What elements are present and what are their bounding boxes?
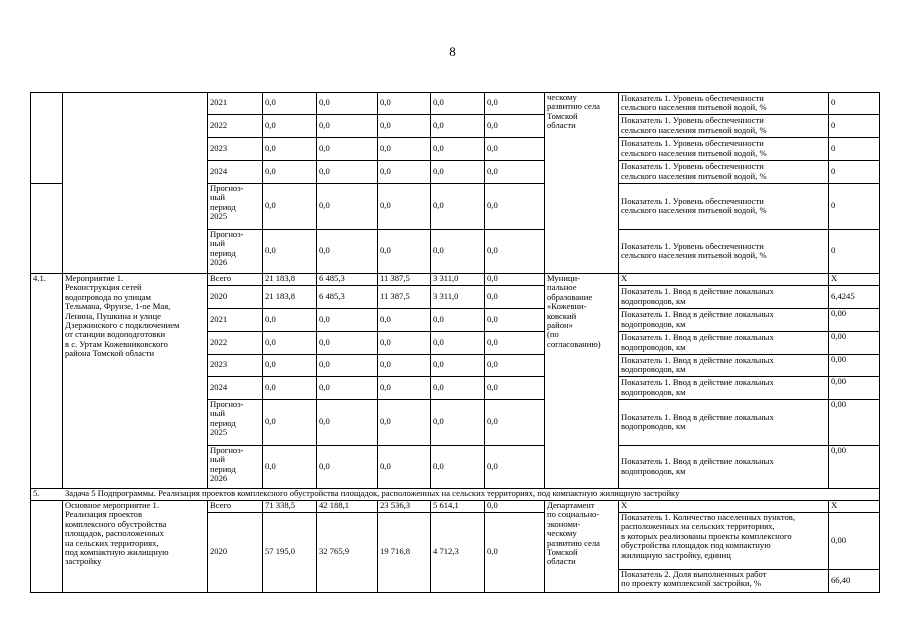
amount-cell-text: 0,0 [433, 416, 444, 427]
indicator-cell [618, 308, 828, 331]
amount-cell-text: 6 485,3 [319, 290, 345, 301]
amount-cell [262, 114, 316, 137]
indicator-value-cell [828, 331, 879, 354]
amount-cell [377, 183, 430, 229]
indicator-value-cell [828, 354, 879, 376]
amount-cell [430, 92, 484, 114]
amount-cell [430, 183, 484, 229]
amount-cell-text: 0,0 [487, 416, 498, 427]
amount-cell-text: 0,0 [265, 165, 276, 176]
indicator-value-cell [828, 273, 879, 285]
executor-cell-text: ческому развитию села Томской области [547, 92, 600, 131]
amount-cell [377, 308, 430, 331]
indicator-cell [618, 273, 828, 285]
amount-cell-text: 0,0 [319, 119, 330, 130]
amount-cell [316, 308, 377, 331]
amount-cell [377, 92, 430, 114]
indicator-value-cell-text: 6,4245 [831, 290, 855, 301]
executor-cell-text: Департамент по социально- экономи- ческому развитию села Томской области [547, 500, 600, 567]
year-cell-text: Прогноз- ный период 2026 [210, 229, 244, 268]
amount-cell [430, 114, 484, 137]
amount-cell [377, 331, 430, 354]
amount-cell-text: 0,0 [319, 165, 330, 176]
amount-cell-text: 0,0 [319, 381, 330, 392]
amount-cell [377, 273, 430, 285]
indicator-value-cell [828, 500, 879, 512]
amount-cell-text: 0,0 [380, 245, 391, 256]
amount-cell [377, 399, 430, 445]
year-cell [207, 160, 262, 183]
amount-cell [430, 399, 484, 445]
indicator-cell [618, 229, 828, 273]
amount-cell [262, 160, 316, 183]
year-cell-text: 2023 [210, 142, 228, 153]
indicator-value-cell-text: 0 [831, 200, 836, 211]
indicator-cell-text: Показатель 1. Ввод в действие локальных водопроводов, км [621, 309, 774, 329]
row-number-text: 4.1. [33, 273, 46, 283]
indicator-cell-text: Показатель 1. Количество населенных пунктов, расположенных на сельских территориях, в которых реализованы проекты комплексного обустройства площадок под компактную жилищную застройку, единиц [621, 512, 795, 560]
amount-cell [377, 354, 430, 376]
year-cell-text: 2022 [210, 336, 228, 347]
amount-cell-text: 0,0 [319, 460, 330, 471]
year-cell [207, 500, 262, 512]
amount-cell [316, 285, 377, 308]
indicator-cell-text: Показатель 1. Уровень обеспеченности сельского населения питьевой водой, % [621, 240, 767, 260]
indicator-cell [618, 160, 828, 183]
amount-cell [262, 376, 316, 399]
amount-cell [484, 512, 544, 592]
amount-cell-text: 11 387,5 [380, 290, 410, 301]
indicator-value-cell [828, 308, 879, 331]
amount-cell [262, 92, 316, 114]
amount-cell-text: 0,0 [487, 273, 498, 284]
indicator-value-cell [828, 137, 879, 160]
amount-cell-text: 4 712,3 [433, 546, 459, 557]
amount-cell-text: 0,0 [265, 359, 276, 370]
amount-cell [484, 183, 544, 229]
year-cell-text: 2024 [210, 381, 228, 392]
amount-cell [430, 376, 484, 399]
amount-cell [262, 308, 316, 331]
year-cell-text: 2021 [210, 97, 228, 108]
amount-cell-text: 0,0 [487, 290, 498, 301]
amount-cell-text: 23 536,3 [380, 500, 411, 511]
indicator-value-cell-text: 0,00 [831, 331, 847, 341]
year-cell-text: 2021 [210, 313, 228, 324]
amount-cell [430, 331, 484, 354]
indicator-cell-text: Х [621, 500, 628, 510]
year-cell [207, 114, 262, 137]
amount-cell-text: 0,0 [265, 416, 276, 427]
task-title [62, 488, 879, 500]
amount-cell [484, 229, 544, 273]
amount-cell-text: 0,0 [433, 359, 444, 370]
amount-cell [484, 308, 544, 331]
indicator-cell-text: Показатель 1. Уровень обеспеченности сельского населения питьевой водой, % [621, 161, 767, 181]
year-cell-text: Прогноз- ный период 2025 [210, 183, 244, 222]
amount-cell [484, 500, 544, 512]
indicator-value-cell-text: 0,00 [831, 376, 847, 386]
indicator-value-cell-text: 0,00 [831, 534, 847, 545]
indicator-cell-text: Показатель 1. Ввод в действие локальных водопроводов, км [621, 411, 774, 431]
amount-cell-text: 6 485,3 [319, 273, 345, 284]
amount-cell-text: 0,0 [380, 381, 391, 392]
indicator-value-cell [828, 445, 879, 488]
indicator-cell-text: Показатель 2. Доля выполненных работ по проекту комплексной застройки, % [621, 569, 767, 589]
task-title-text: Задача 5 Подпрограммы. Реализация проектов комплексного обустройства площадок, расположенных на сельских территориях, под компактную жилищную застройку [65, 488, 680, 498]
amount-cell [377, 500, 430, 512]
year-cell [207, 183, 262, 229]
amount-cell [377, 285, 430, 308]
amount-cell [262, 500, 316, 512]
indicator-cell-text: Показатель 1. Ввод в действие локальных водопроводов, км [621, 286, 774, 306]
amount-cell [377, 114, 430, 137]
amount-cell-text: 0,0 [319, 142, 330, 153]
amount-cell-text: 0,0 [487, 500, 498, 511]
amount-cell-text: 0,0 [265, 313, 276, 324]
amount-cell [316, 331, 377, 354]
amount-cell [377, 376, 430, 399]
executor-cell-text: Муници- пальное образование «Кожевни- ковский район» (по согласованию) [547, 273, 601, 349]
amount-cell-text: 0,0 [487, 245, 498, 256]
amount-cell [316, 114, 377, 137]
indicator-cell-text: Показатель 1. Уровень обеспеченности сельского населения питьевой водой, % [621, 138, 767, 158]
indicator-value-cell [828, 376, 879, 399]
amount-cell-text: 0,0 [433, 97, 444, 108]
amount-cell-text: 71 338,5 [265, 500, 296, 511]
amount-cell-text: 0,0 [487, 381, 498, 392]
amount-cell-text: 57 195,0 [265, 546, 296, 557]
indicator-value-cell [828, 399, 879, 445]
amount-cell-text: 0,0 [433, 200, 444, 211]
indicator-value-cell-text: 0 [831, 245, 836, 256]
year-cell [207, 308, 262, 331]
amount-cell-text: 0,0 [380, 313, 391, 324]
year-cell-text: 2020 [210, 290, 228, 301]
amount-cell [316, 273, 377, 285]
amount-cell [262, 183, 316, 229]
year-cell-text: 2020 [210, 546, 228, 557]
amount-cell [262, 285, 316, 308]
amount-cell [316, 376, 377, 399]
amount-cell-text: 3 311,0 [433, 290, 459, 301]
amount-cell [484, 354, 544, 376]
indicator-cell-text: Показатель 1. Уровень обеспеченности сельского населения питьевой водой, % [621, 92, 767, 112]
amount-cell [262, 331, 316, 354]
amount-cell-text: 0,0 [433, 381, 444, 392]
amount-cell [430, 512, 484, 592]
amount-cell [262, 445, 316, 488]
amount-cell [262, 354, 316, 376]
amount-cell-text: 0,0 [487, 142, 498, 153]
indicator-cell-text: Показатель 1. Ввод в действие локальных водопроводов, км [621, 456, 774, 476]
amount-cell [316, 354, 377, 376]
amount-cell-text: 0,0 [265, 336, 276, 347]
indicator-value-cell-text: 0,00 [831, 445, 847, 455]
amount-cell [430, 229, 484, 273]
amount-cell [377, 445, 430, 488]
amount-cell [377, 512, 430, 592]
amount-cell-text: 0,0 [319, 313, 330, 324]
amount-cell [484, 137, 544, 160]
amount-cell-text: 21 183,8 [265, 273, 296, 284]
indicator-cell [618, 512, 828, 569]
year-cell [207, 92, 262, 114]
amount-cell [316, 137, 377, 160]
amount-cell-text: 0,0 [380, 119, 391, 130]
amount-cell [484, 376, 544, 399]
amount-cell [484, 331, 544, 354]
amount-cell-text: 0,0 [433, 245, 444, 256]
amount-cell [430, 500, 484, 512]
indicator-value-cell-text: 0 [831, 119, 836, 130]
year-cell-text: 2024 [210, 165, 228, 176]
amount-cell-text: 0,0 [380, 97, 391, 108]
amount-cell [430, 285, 484, 308]
year-cell-text: Всего [210, 500, 232, 511]
year-cell [207, 285, 262, 308]
amount-cell-text: 0,0 [319, 336, 330, 347]
amount-cell-text: 0,0 [265, 142, 276, 153]
amount-cell-text: 0,0 [433, 313, 444, 324]
indicator-cell-text: Показатель 1. Ввод в действие локальных водопроводов, км [621, 354, 774, 374]
indicator-value-cell-text: 0,00 [831, 308, 847, 318]
year-cell-text: Всего [210, 273, 232, 284]
indicator-cell [618, 354, 828, 376]
amount-cell-text: 0,0 [433, 119, 444, 130]
indicator-cell [618, 137, 828, 160]
indicator-cell [618, 445, 828, 488]
amount-cell [484, 445, 544, 488]
amount-cell-text: 3 311,0 [433, 273, 459, 284]
amount-cell-text: 11 387,5 [380, 273, 410, 284]
indicator-value-cell [828, 114, 879, 137]
amount-cell-text: 0,0 [319, 416, 330, 427]
indicator-cell [618, 399, 828, 445]
indicator-value-cell [828, 92, 879, 114]
amount-cell-text: 0,0 [487, 460, 498, 471]
indicator-value-cell [828, 285, 879, 308]
amount-cell-text: 42 188,1 [319, 500, 350, 511]
year-cell [207, 512, 262, 592]
amount-cell [316, 92, 377, 114]
indicator-cell [618, 500, 828, 512]
indicator-cell [618, 285, 828, 308]
indicator-cell-text: Х [621, 273, 628, 284]
indicator-value-cell-text: 0 [831, 97, 836, 108]
indicator-value-cell-text: 0,00 [831, 399, 847, 409]
amount-cell [316, 399, 377, 445]
amount-cell [262, 512, 316, 592]
amount-cell [484, 273, 544, 285]
amount-cell-text: 0,0 [380, 142, 391, 153]
page-number: 8 [449, 44, 456, 59]
indicator-cell [618, 114, 828, 137]
row-number [30, 488, 62, 500]
amount-cell [316, 500, 377, 512]
amount-cell-text: 0,0 [265, 119, 276, 130]
amount-cell-text: 0,0 [487, 97, 498, 108]
amount-cell [430, 354, 484, 376]
amount-cell-text: 0,0 [319, 200, 330, 211]
indicator-value-cell-text: Х [831, 500, 838, 511]
amount-cell-text: 0,0 [265, 97, 276, 108]
amount-cell-text: 0,0 [265, 381, 276, 392]
amount-cell-text: 0,0 [487, 200, 498, 211]
indicator-cell [618, 376, 828, 399]
amount-cell-text: 0,0 [319, 97, 330, 108]
year-cell-text: Прогноз- ный период 2025 [210, 399, 244, 438]
amount-cell [377, 137, 430, 160]
amount-cell-text: 0,0 [265, 460, 276, 471]
amount-cell [430, 160, 484, 183]
amount-cell-text: 0,0 [380, 165, 391, 176]
amount-cell-text: 0,0 [380, 460, 391, 471]
amount-cell-text: 0,0 [433, 165, 444, 176]
year-cell [207, 229, 262, 273]
indicator-cell [618, 92, 828, 114]
indicator-cell-text: Показатель 1. Ввод в действие локальных водопроводов, км [621, 377, 774, 397]
amount-cell-text: 0,0 [487, 119, 498, 130]
amount-cell [430, 137, 484, 160]
amount-cell-text: 21 183,8 [265, 290, 296, 301]
measure-description [62, 500, 207, 592]
amount-cell-text: 19 716,8 [380, 546, 411, 557]
indicator-value-cell [828, 160, 879, 183]
indicator-cell [618, 183, 828, 229]
amount-cell-text: 5 614,1 [433, 500, 459, 511]
indicator-value-cell-text: Х [831, 273, 838, 284]
indicator-cell [618, 331, 828, 354]
amount-cell-text: 0,0 [380, 416, 391, 427]
indicator-value-cell [828, 229, 879, 273]
amount-cell [262, 399, 316, 445]
amount-cell [316, 445, 377, 488]
indicator-cell-text: Показатель 1. Уровень обеспеченности сельского населения питьевой водой, % [621, 195, 767, 215]
amount-cell [316, 512, 377, 592]
indicator-value-cell [828, 512, 879, 569]
amount-cell [484, 160, 544, 183]
amount-cell [262, 137, 316, 160]
amount-cell [484, 399, 544, 445]
executor-cell [544, 273, 618, 488]
amount-cell [484, 92, 544, 114]
amount-cell [316, 183, 377, 229]
amount-cell [430, 308, 484, 331]
year-cell [207, 273, 262, 285]
amount-cell-text: 0,0 [380, 200, 391, 211]
amount-cell-text: 0,0 [265, 200, 276, 211]
year-cell-text: 2023 [210, 359, 228, 370]
amount-cell [484, 114, 544, 137]
year-cell [207, 445, 262, 488]
amount-cell-text: 0,0 [487, 313, 498, 324]
indicator-value-cell [828, 183, 879, 229]
amount-cell-text: 0,0 [319, 359, 330, 370]
amount-cell-text: 0,0 [433, 142, 444, 153]
amount-cell [262, 273, 316, 285]
year-cell-text: Прогноз- ный период 2026 [210, 445, 244, 484]
row-number [30, 273, 62, 488]
amount-cell-text: 0,0 [380, 359, 391, 370]
row-number-text: 5. [33, 488, 40, 498]
amount-cell-text: 0,0 [265, 245, 276, 256]
year-cell [207, 399, 262, 445]
amount-cell [377, 229, 430, 273]
year-cell [207, 376, 262, 399]
amount-cell [430, 273, 484, 285]
amount-cell [316, 229, 377, 273]
indicator-value-cell-text: 0 [831, 165, 836, 176]
amount-cell-text: 0,0 [433, 336, 444, 347]
indicator-value-cell-text: 0,00 [831, 354, 847, 364]
year-cell [207, 331, 262, 354]
indicator-cell-text: Показатель 1. Ввод в действие локальных водопроводов, км [621, 332, 774, 352]
year-cell [207, 354, 262, 376]
amount-cell-text: 0,0 [487, 546, 498, 557]
measure-description [62, 273, 207, 488]
amount-cell [262, 229, 316, 273]
amount-cell [377, 160, 430, 183]
amount-cell-text: 0,0 [487, 359, 498, 370]
measure-description-text: Основное мероприятие 1. Реализация проектов комплексного обустройства площадок, расположенных на сельских территориях, под компактную жилищную застройку [65, 500, 169, 567]
indicator-value-cell-text: 0 [831, 142, 836, 153]
executor-cell [544, 92, 618, 183]
amount-cell-text: 0,0 [433, 460, 444, 471]
amount-cell-text: 0,0 [319, 245, 330, 256]
amount-cell-text: 0,0 [487, 165, 498, 176]
amount-cell [430, 445, 484, 488]
year-cell-text: 2022 [210, 119, 228, 130]
amount-cell-text: 0,0 [487, 336, 498, 347]
amount-cell-text: 0,0 [380, 336, 391, 347]
indicator-cell-text: Показатель 1. Уровень обеспеченности сельского населения питьевой водой, % [621, 115, 767, 135]
amount-cell [316, 160, 377, 183]
indicator-value-cell-text: 66,40 [831, 574, 851, 585]
amount-cell [484, 285, 544, 308]
indicator-cell [618, 569, 828, 592]
executor-cell [544, 500, 618, 592]
indicator-value-cell [828, 569, 879, 592]
amount-cell-text: 32 765,9 [319, 546, 350, 557]
year-cell [207, 137, 262, 160]
measure-description-text: Мероприятие 1. Реконструкция сетей водопровода по улицам Тельмана, Фрунзе, 1-ое Мая, Ленина, Пушкина и улице Дзержинского с подключением от станции водоподготовки в с. Уртам Кожевниковского района Томской области [65, 273, 180, 359]
